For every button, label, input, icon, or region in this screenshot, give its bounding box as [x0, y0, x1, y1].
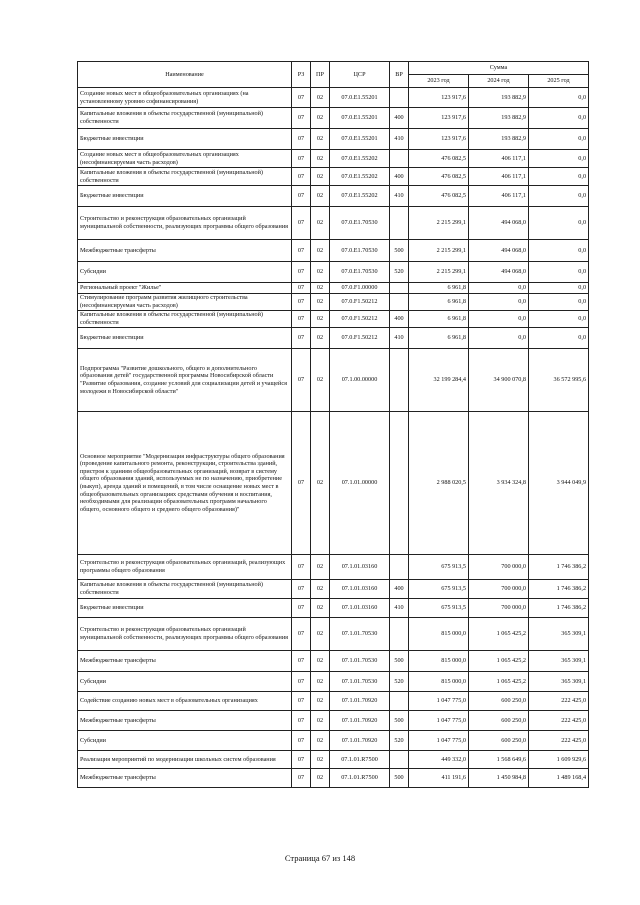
- cell-csr: 07.0.F1.50212: [330, 294, 390, 311]
- cell-name: Межбюджетные трансферты: [78, 769, 292, 788]
- cell-pr: 02: [311, 207, 330, 240]
- cell-vr: [390, 283, 409, 294]
- table-row: [78, 294, 589, 311]
- cell-csr: 07.0.E1.70530: [330, 262, 390, 283]
- cell-csr: 07.0.E1.55201: [330, 108, 390, 129]
- cell-vr: 410: [390, 599, 409, 618]
- cell-name: Бюджетные инвестиции: [78, 129, 292, 150]
- cell-pr: 02: [311, 88, 330, 108]
- cell-rz: 07: [292, 262, 311, 283]
- cell-pr: 02: [311, 618, 330, 651]
- cell-csr: 07.1.01.70920: [330, 731, 390, 751]
- cell-2024: 494 068,0: [469, 207, 529, 240]
- cell-vr: [390, 294, 409, 311]
- cell-name: Бюджетные инвестиции: [78, 186, 292, 207]
- cell-csr: 07.1.01.00000: [330, 412, 390, 555]
- cell-name: Межбюджетные трансферты: [78, 240, 292, 262]
- cell-csr: 07.1.01.70920: [330, 692, 390, 711]
- cell-name: Капитальные вложения в объекты государственной (муниципальной) собственности: [78, 108, 292, 129]
- cell-vr: [390, 618, 409, 651]
- header-2024: 2024 год: [469, 75, 529, 88]
- table-row: [78, 692, 589, 711]
- cell-2024: 1 568 649,6: [469, 751, 529, 769]
- cell-vr: 500: [390, 651, 409, 672]
- cell-rz: 07: [292, 412, 311, 555]
- cell-name: Субсидии: [78, 262, 292, 283]
- cell-pr: 02: [311, 580, 330, 599]
- cell-csr: 07.1.01.70530: [330, 618, 390, 651]
- cell-2025: 222 425,0: [529, 731, 589, 751]
- table-body: [78, 88, 589, 788]
- cell-2024: 0,0: [469, 294, 529, 311]
- cell-pr: 02: [311, 672, 330, 692]
- cell-2025: 1 746 386,2: [529, 555, 589, 580]
- cell-pr: 02: [311, 168, 330, 186]
- cell-vr: 410: [390, 186, 409, 207]
- cell-vr: 520: [390, 262, 409, 283]
- cell-csr: 07.1.01.R7500: [330, 751, 390, 769]
- cell-2024: 600 250,0: [469, 711, 529, 731]
- cell-2025: 0,0: [529, 88, 589, 108]
- cell-2024: 600 250,0: [469, 692, 529, 711]
- cell-pr: 02: [311, 692, 330, 711]
- cell-rz: 07: [292, 150, 311, 168]
- cell-name: Создание новых мест в общеобразовательных организациях (на установленному уровню софинансирования): [78, 88, 292, 108]
- cell-rz: 07: [292, 599, 311, 618]
- cell-2023: 675 913,5: [409, 580, 469, 599]
- cell-csr: 07.1.01.03160: [330, 599, 390, 618]
- cell-pr: 02: [311, 186, 330, 207]
- header-vr: ВР: [390, 62, 409, 88]
- cell-name: Строительство и реконструкция образовательных организаций муниципальной собственности, реализующих программы общего образования: [78, 618, 292, 651]
- table-row: [78, 207, 589, 240]
- budget-table: [77, 61, 589, 788]
- cell-vr: [390, 150, 409, 168]
- cell-pr: 02: [311, 311, 330, 328]
- cell-2025: 0,0: [529, 207, 589, 240]
- table-row: [78, 769, 589, 788]
- cell-2024: 193 882,9: [469, 129, 529, 150]
- cell-2023: 1 047 775,0: [409, 731, 469, 751]
- cell-2025: 0,0: [529, 294, 589, 311]
- header-sum: Сумма: [409, 62, 589, 75]
- cell-2023: 476 082,5: [409, 186, 469, 207]
- cell-csr: 07.1.01.70530: [330, 672, 390, 692]
- cell-rz: 07: [292, 618, 311, 651]
- cell-name: Создание новых мест в общеобразовательных организациях (несофинансируемая часть расходов): [78, 150, 292, 168]
- cell-2023: 123 917,6: [409, 88, 469, 108]
- table-row: [78, 168, 589, 186]
- cell-vr: [390, 349, 409, 412]
- table-row: [78, 618, 589, 651]
- cell-2025: 0,0: [529, 186, 589, 207]
- table-row: [78, 129, 589, 150]
- cell-2024: 406 117,1: [469, 150, 529, 168]
- cell-2023: 2 988 020,5: [409, 412, 469, 555]
- cell-pr: 02: [311, 108, 330, 129]
- table-row: [78, 328, 589, 349]
- cell-rz: 07: [292, 751, 311, 769]
- cell-2025: 0,0: [529, 328, 589, 349]
- cell-2025: 1 609 929,6: [529, 751, 589, 769]
- cell-vr: [390, 751, 409, 769]
- cell-csr: 07.1.00.00000: [330, 349, 390, 412]
- cell-pr: 02: [311, 651, 330, 672]
- cell-vr: 520: [390, 731, 409, 751]
- cell-2024: 1 065 425,2: [469, 618, 529, 651]
- cell-2025: 0,0: [529, 311, 589, 328]
- cell-rz: 07: [292, 672, 311, 692]
- cell-rz: 07: [292, 129, 311, 150]
- header-rz: РЗ: [292, 62, 311, 88]
- cell-csr: 07.0.E1.55202: [330, 186, 390, 207]
- cell-csr: 07.0.F1.50212: [330, 311, 390, 328]
- cell-name: Строительство и реконструкция образовательных организаций муниципальной собственности, реализующих программы общего образования: [78, 207, 292, 240]
- cell-2023: 2 215 299,1: [409, 262, 469, 283]
- cell-2024: 193 882,9: [469, 108, 529, 129]
- cell-2024: 1 450 984,8: [469, 769, 529, 788]
- table-row: [78, 108, 589, 129]
- cell-pr: 02: [311, 711, 330, 731]
- cell-csr: 07.0.E1.55201: [330, 129, 390, 150]
- table-row: [78, 311, 589, 328]
- cell-rz: 07: [292, 108, 311, 129]
- cell-pr: 02: [311, 412, 330, 555]
- cell-pr: 02: [311, 731, 330, 751]
- cell-2024: 406 117,1: [469, 186, 529, 207]
- cell-vr: 500: [390, 769, 409, 788]
- cell-2025: 3 944 049,9: [529, 412, 589, 555]
- cell-vr: [390, 692, 409, 711]
- table-row: [78, 751, 589, 769]
- cell-name: Субсидии: [78, 731, 292, 751]
- cell-2023: 1 047 775,0: [409, 711, 469, 731]
- cell-2025: 0,0: [529, 262, 589, 283]
- cell-pr: 02: [311, 751, 330, 769]
- cell-rz: 07: [292, 240, 311, 262]
- cell-2023: 675 913,5: [409, 555, 469, 580]
- cell-name: Содействие созданию новых мест в образовательных организациях: [78, 692, 292, 711]
- cell-csr: 07.0.E1.70530: [330, 207, 390, 240]
- cell-2023: 411 191,6: [409, 769, 469, 788]
- table-row: [78, 412, 589, 555]
- cell-rz: 07: [292, 328, 311, 349]
- cell-2024: 0,0: [469, 283, 529, 294]
- table-row: [78, 186, 589, 207]
- cell-2023: 6 961,8: [409, 328, 469, 349]
- cell-2025: 0,0: [529, 129, 589, 150]
- cell-2024: 0,0: [469, 311, 529, 328]
- cell-2024: 0,0: [469, 328, 529, 349]
- cell-csr: 07.0.E1.55202: [330, 168, 390, 186]
- cell-2024: 494 068,0: [469, 262, 529, 283]
- cell-name: Капитальные вложения в объекты государственной (муниципальной) собственности: [78, 580, 292, 599]
- cell-2023: 123 917,6: [409, 129, 469, 150]
- cell-rz: 07: [292, 769, 311, 788]
- header-pr: ПР: [311, 62, 330, 88]
- cell-2025: 365 309,1: [529, 651, 589, 672]
- cell-name: Стимулирование программ развития жилищного строительства (несофинансируемая часть расходов): [78, 294, 292, 311]
- cell-2024: 700 000,0: [469, 580, 529, 599]
- cell-vr: [390, 555, 409, 580]
- cell-name: Бюджетные инвестиции: [78, 328, 292, 349]
- cell-rz: 07: [292, 349, 311, 412]
- cell-2023: 32 199 284,4: [409, 349, 469, 412]
- cell-pr: 02: [311, 283, 330, 294]
- header-name: Наименование: [78, 62, 292, 88]
- table-row: [78, 283, 589, 294]
- cell-vr: 400: [390, 168, 409, 186]
- cell-2025: 365 309,1: [529, 618, 589, 651]
- table-row: [78, 88, 589, 108]
- cell-2024: 700 000,0: [469, 555, 529, 580]
- cell-name: Подпрограмма "Развитие дошкольного, общего и дополнительного образования детей" государственной программы Новосибирской области "Развитие образования, создание условий для социализации детей и учащейся молодежи в Новосибирской области": [78, 349, 292, 412]
- cell-2024: 1 065 425,2: [469, 672, 529, 692]
- cell-csr: 07.0.E1.55202: [330, 150, 390, 168]
- cell-2025: 1 489 168,4: [529, 769, 589, 788]
- cell-vr: 410: [390, 328, 409, 349]
- cell-csr: 07.1.01.70920: [330, 711, 390, 731]
- cell-2024: 193 882,9: [469, 88, 529, 108]
- cell-2023: 6 961,8: [409, 283, 469, 294]
- cell-vr: 400: [390, 108, 409, 129]
- cell-pr: 02: [311, 328, 330, 349]
- cell-csr: 07.0.F1.00000: [330, 283, 390, 294]
- cell-2023: 2 215 299,1: [409, 240, 469, 262]
- cell-rz: 07: [292, 692, 311, 711]
- cell-vr: 500: [390, 711, 409, 731]
- cell-2023: 815 000,0: [409, 672, 469, 692]
- cell-2025: 0,0: [529, 168, 589, 186]
- cell-2024: 406 117,1: [469, 168, 529, 186]
- cell-pr: 02: [311, 240, 330, 262]
- table-row: [78, 731, 589, 751]
- cell-2023: 1 047 775,0: [409, 692, 469, 711]
- cell-vr: 520: [390, 672, 409, 692]
- cell-name: Строительство и реконструкция образовательных организаций, реализующих программы общего образования: [78, 555, 292, 580]
- cell-name: Основное мероприятие "Модернизация инфраструктуры общего образования (проведение капитального ремонта, реконструкции, строительства зданий, пристроя к зданиям общеобразовательных организаций, возврат в систему общего образования зданий, используемых не по назначению, приобретение (выкуп), аренда зданий и помещений, в том числе оснащение новых мест в общеобразовательных организациях средствами обучения и воспитания, необходимыми для реализации образовательных программ начального общего, основного общего и среднего общего образования)": [78, 412, 292, 555]
- cell-csr: 07.0.E1.55201: [330, 88, 390, 108]
- cell-name: Капитальные вложения в объекты государственной (муниципальной) собственности: [78, 311, 292, 328]
- cell-rz: 07: [292, 580, 311, 599]
- cell-2025: 1 746 386,2: [529, 580, 589, 599]
- cell-2023: 2 215 299,1: [409, 207, 469, 240]
- cell-rz: 07: [292, 555, 311, 580]
- cell-2025: 0,0: [529, 150, 589, 168]
- cell-rz: 07: [292, 651, 311, 672]
- table-row: [78, 672, 589, 692]
- cell-csr: 07.0.F1.50212: [330, 328, 390, 349]
- cell-rz: 07: [292, 711, 311, 731]
- cell-vr: 400: [390, 580, 409, 599]
- cell-2023: 815 000,0: [409, 618, 469, 651]
- cell-2025: 36 572 995,6: [529, 349, 589, 412]
- cell-name: Реализация мероприятий по модернизации школьных систем образования: [78, 751, 292, 769]
- cell-rz: 07: [292, 207, 311, 240]
- cell-name: Межбюджетные трансферты: [78, 651, 292, 672]
- header-csr: ЦСР: [330, 62, 390, 88]
- cell-2025: 365 309,1: [529, 672, 589, 692]
- table-row: [78, 651, 589, 672]
- cell-2025: 0,0: [529, 283, 589, 294]
- cell-2024: 494 068,0: [469, 240, 529, 262]
- cell-pr: 02: [311, 599, 330, 618]
- cell-2023: 6 961,8: [409, 311, 469, 328]
- cell-csr: 07.1.01.03160: [330, 580, 390, 599]
- cell-pr: 02: [311, 349, 330, 412]
- cell-csr: 07.0.E1.70530: [330, 240, 390, 262]
- cell-csr: 07.1.01.R7500: [330, 769, 390, 788]
- header-2025: 2025 год: [529, 75, 589, 88]
- cell-name: Региональный проект "Жилье": [78, 283, 292, 294]
- table-row: [78, 150, 589, 168]
- cell-2023: 476 082,5: [409, 150, 469, 168]
- cell-vr: [390, 412, 409, 555]
- cell-rz: 07: [292, 186, 311, 207]
- cell-2025: 1 746 386,2: [529, 599, 589, 618]
- cell-2023: 675 913,5: [409, 599, 469, 618]
- cell-2025: 0,0: [529, 108, 589, 129]
- cell-2024: 700 000,0: [469, 599, 529, 618]
- table-row: [78, 240, 589, 262]
- cell-2023: 815 000,0: [409, 651, 469, 672]
- cell-pr: 02: [311, 294, 330, 311]
- cell-csr: 07.1.01.70530: [330, 651, 390, 672]
- cell-vr: 410: [390, 129, 409, 150]
- cell-rz: 07: [292, 168, 311, 186]
- cell-2024: 3 934 324,8: [469, 412, 529, 555]
- cell-rz: 07: [292, 88, 311, 108]
- cell-2024: 600 250,0: [469, 731, 529, 751]
- cell-2025: 0,0: [529, 240, 589, 262]
- cell-pr: 02: [311, 555, 330, 580]
- cell-rz: 07: [292, 311, 311, 328]
- cell-name: Капитальные вложения в объекты государственной (муниципальной) собственности: [78, 168, 292, 186]
- table-row: [78, 262, 589, 283]
- table-row: [78, 349, 589, 412]
- cell-vr: 400: [390, 311, 409, 328]
- cell-pr: 02: [311, 769, 330, 788]
- table-row: [78, 711, 589, 731]
- cell-2023: 449 332,0: [409, 751, 469, 769]
- cell-name: Межбюджетные трансферты: [78, 711, 292, 731]
- cell-vr: [390, 88, 409, 108]
- cell-2025: 222 425,0: [529, 711, 589, 731]
- cell-2025: 222 425,0: [529, 692, 589, 711]
- table-row: [78, 599, 589, 618]
- cell-2023: 6 961,8: [409, 294, 469, 311]
- cell-rz: 07: [292, 283, 311, 294]
- cell-2023: 123 917,6: [409, 108, 469, 129]
- table-row: [78, 580, 589, 599]
- header-2023: 2023 год: [409, 75, 469, 88]
- cell-2024: 34 900 070,8: [469, 349, 529, 412]
- cell-pr: 02: [311, 262, 330, 283]
- cell-2024: 1 065 425,2: [469, 651, 529, 672]
- cell-2023: 476 082,5: [409, 168, 469, 186]
- cell-name: Субсидии: [78, 672, 292, 692]
- cell-pr: 02: [311, 150, 330, 168]
- table-row: [78, 555, 589, 580]
- cell-csr: 07.1.01.03160: [330, 555, 390, 580]
- cell-rz: 07: [292, 731, 311, 751]
- page-number: Страница 67 из 148: [284, 853, 356, 863]
- cell-vr: 500: [390, 240, 409, 262]
- cell-vr: [390, 207, 409, 240]
- cell-rz: 07: [292, 294, 311, 311]
- cell-pr: 02: [311, 129, 330, 150]
- cell-name: Бюджетные инвестиции: [78, 599, 292, 618]
